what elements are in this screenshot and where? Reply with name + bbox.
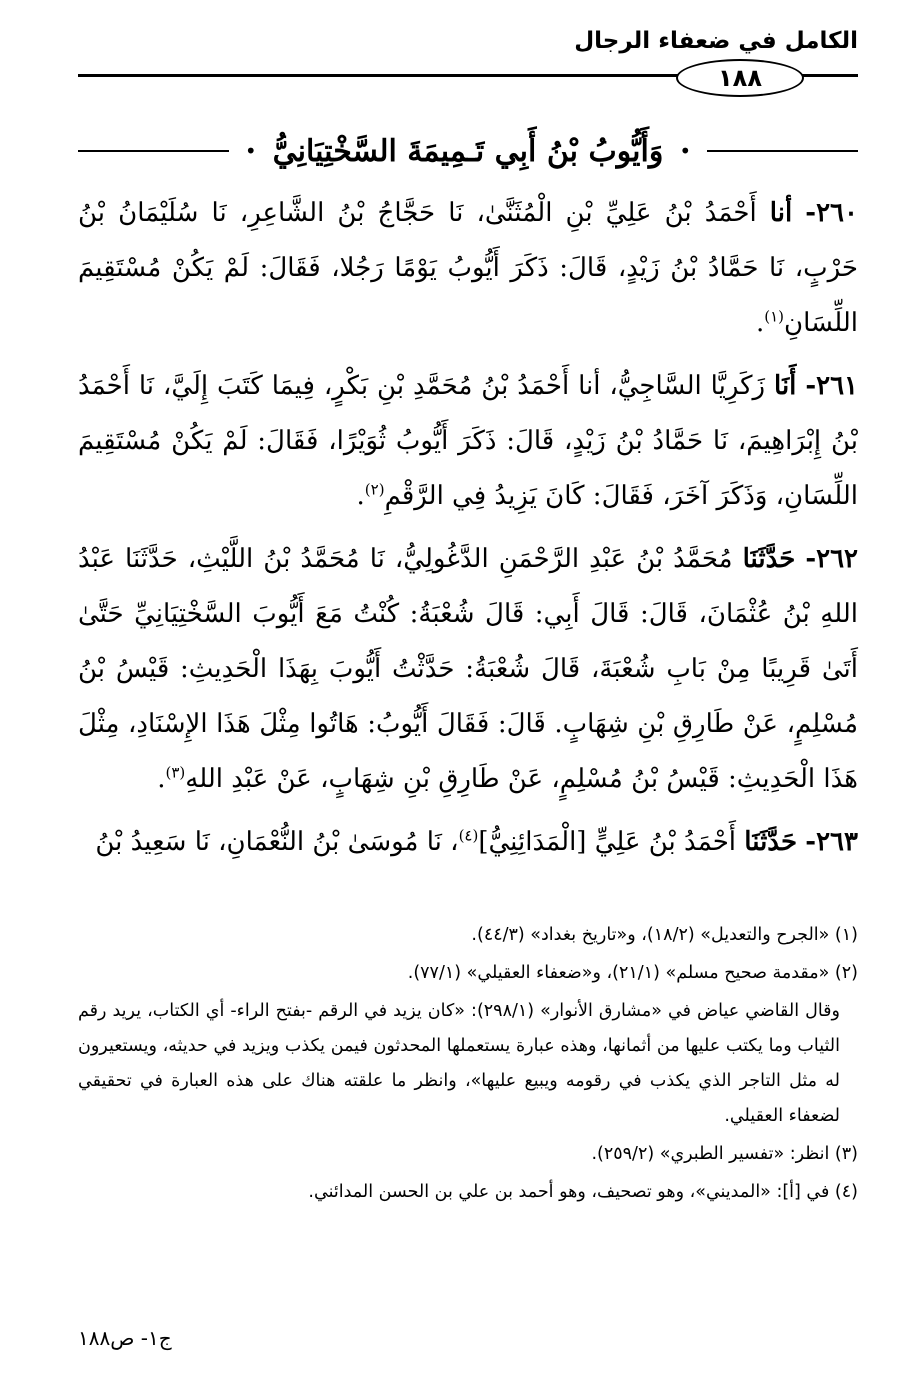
hadith-entries	[78, 186, 858, 878]
hadith-entry-262	[78, 532, 858, 807]
entry-end: .	[356, 481, 365, 511]
hadith-entry-263	[78, 815, 858, 870]
book-title: الكامل في ضعفاء الرجال	[574, 28, 858, 54]
entry-text: أَحْمَدُ بْنُ عَلِيٍّ [الْمَدَائِنِيُّ]	[478, 827, 737, 857]
section-heading	[78, 124, 858, 178]
heading-rule-right	[707, 150, 858, 152]
heading-bullet-left: •	[244, 139, 257, 163]
footnotes	[78, 918, 858, 1213]
entry-text: أَحْمَدُ بْنُ عَلِيِّ بْنِ الْمُثَنَّىٰ، نَا حَجَّاجُ بْنُ الشَّاعِرِ، نَا سُلَيْمَانُ بْنُ حَرْبٍ، نَا حَمَّادُ بْنُ زَيْدٍ، قَالَ: ذَكَرَ أَيُّوبُ يَوْمًا رَجُلا، فَقَالَ: لَمْ يَكُنْ مُسْتَقِيمَ اللِّسَانِ	[78, 198, 858, 338]
hadith-entry-260	[78, 186, 858, 351]
narrator-name-heading: وَأَيُّوبُ بْنُ أَبِي تَـمِيمَةَ السَّخْتِيَانِيُّ	[272, 133, 664, 169]
entry-text: مُحَمَّدُ بْنُ عَبْدِ الرَّحْمَنِ الدَّغُولِيُّ، نَا مُحَمَّدُ بْنُ اللَّيْثِ، حَدَّثَنَا عَبْدُ اللهِ بْنُ عُثْمَانَ، قَالَ: قَالَ أَبِي: قَالَ شُعْبَةُ: كُنْتُ مَعَ أَيُّوبَ السَّخْتِيَانِيِّ حَتَّىٰ أَتَىٰ قَرِيبًا مِنْ بَابِ شُعْبَةَ، قَالَ شُعْبَةُ: حَدَّثْتُ أَيُّوبَ بِهَذَا الْحَدِيثِ: قَيْسُ بْنُ مُسْلِمٍ، عَنْ طَارِقِ بْنِ شِهَابٍ. قَالَ: فَقَالَ أَيُّوبُ: هَاتُوا مِثْلَ هَذَا الإِسْنَادِ، مِثْلَ هَذَا الْحَدِيثِ: قَيْسُ بْنُ مُسْلِمٍ، عَنْ طَارِقِ بْنِ شِهَابٍ، عَنْ عَبْدِ اللهِ	[78, 544, 858, 794]
entry-lead-word: حَدَّثَنَا	[742, 544, 796, 574]
heading-rule-left	[78, 150, 229, 152]
footnote-3: (٣) انظر: «تفسير الطبري» (٢٥٩/٢).	[591, 1144, 858, 1164]
footnote-2: (٢) «مقدمة صحيح مسلم» (٢١/١)، و«ضعفاء العقيلي» (٧٧/١).	[407, 963, 858, 983]
footnote-ref: (١)	[764, 307, 785, 326]
entry-lead-word: أنا	[769, 198, 793, 228]
footnote-ref: (٢)	[364, 480, 385, 499]
page-number: ١٨٨	[676, 59, 804, 97]
entry-lead-word: أَنَا	[774, 371, 797, 401]
footnote-1: (١) «الجرح والتعديل» (١٨/٢)، و«تاريخ بغداد» (٤٤/٣).	[471, 925, 858, 945]
entry-text: زَكَرِيَّا السَّاجِيُّ، أنا أَحْمَدُ بْنُ مُحَمَّدِ بْنِ بَكْرٍ، فِيمَا كَتَبَ إِلَيَّ، نَا أَحْمَدُ بْنُ إِبْرَاهِيمَ، نَا حَمَّادُ بْنُ زَيْدٍ، قَالَ: ذَكَرَ أَيُّوبُ ثُوَيْرًا، فَقَالَ: لَمْ يَكُنْ مُسْتَقِيمَ اللِّسَانِ، وَذَكَرَ آخَرَ، فَقَالَ: كَانَ يَزِيدُ فِي الرَّقْمِ	[78, 371, 858, 511]
entry-number: ٢٦١-	[805, 371, 859, 401]
hadith-entry-261	[78, 359, 858, 524]
entry-number: ٢٦٢-	[805, 544, 859, 574]
volume-page-reference: ج١- ص١٨٨	[78, 1326, 172, 1350]
entry-end: ، نَا مُوسَىٰ بْنُ النُّعْمَانِ، نَا سَعِيدُ بْنُ	[95, 827, 459, 857]
entry-end: .	[755, 308, 765, 338]
entry-number: ٢٦٠-	[805, 198, 858, 228]
entry-number: ٢٦٣-	[805, 827, 858, 857]
entry-lead-word: حَدَّثَنَا	[744, 827, 798, 857]
footnote-ref: (٤)	[458, 826, 479, 845]
entry-end: .	[157, 764, 166, 794]
footnote-2-continuation: وقال القاضي عياض في «مشارق الأنوار» (٢٩٨/١): «كان يزيد في الرقم -بفتح الراء- أي الكتاب، يريد رقم الثياب وما يكتب عليها من أثمانها، وهذه عبارة يستعملها المحدثون فيمن يكذب ويزيد في حديثه، ويستعيرون له مثل التاجر الذي يكذب في رقومه ويبيع عليها»، وانظر ما علقته هناك على هذه العبارة في تحقيقي لضعفاء العقيلي.	[78, 1001, 840, 1126]
footnote-ref: (٣)	[165, 763, 186, 782]
footnote-4: (٤) في [أ]: «المديني»، وهو تصحيف، وهو أحمد بن علي بن الحسن المدائني.	[308, 1182, 858, 1202]
heading-bullet-right: •	[679, 139, 692, 163]
